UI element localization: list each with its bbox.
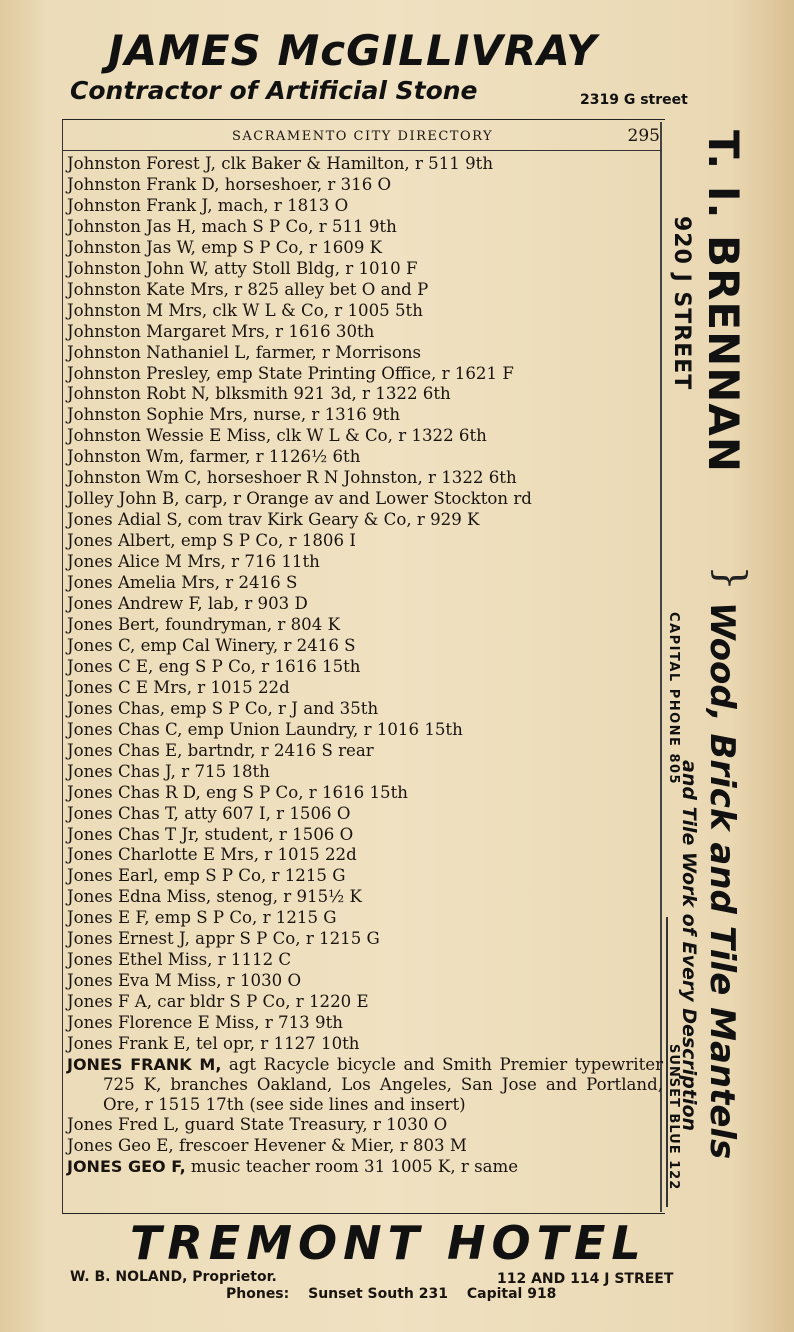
directory-entry (67, 845, 662, 866)
entry-name: Johnston M Mrs, (67, 300, 208, 320)
entry-detail: r 1030 O (221, 971, 302, 991)
directory-entry (67, 699, 662, 720)
advertiser-tagline: Contractor of Artificial Stone (70, 76, 478, 105)
side-ad-capital-phone: CAPITAL PHONE 805 (666, 612, 681, 786)
directory-entry (67, 971, 662, 992)
entry-name: Jones Fred L, (67, 1114, 180, 1134)
header-divider (62, 150, 662, 151)
entry-name: Jones Edna Miss, (67, 887, 212, 907)
entry-name: Jones Albert, (67, 531, 176, 551)
entry-name: Jones Amelia Mrs, (67, 573, 220, 593)
entry-detail: blksmith 921 3d, r 1322 6th (209, 384, 451, 404)
directory-entry (67, 1034, 662, 1055)
entry-detail: carp, r Orange av and Lower Stockton rd (179, 489, 532, 509)
entry-detail: mach, r 1813 O (212, 195, 349, 215)
entry-detail: appr S P Co, r 1215 G (189, 929, 380, 949)
entry-detail: farmer, r 1126½ 6th (184, 447, 361, 467)
directory-entry (67, 573, 662, 594)
entry-name: Jones C E Mrs, (67, 677, 193, 697)
directory-entry (67, 741, 662, 762)
directory-entry (67, 447, 662, 468)
directory-entry (67, 364, 662, 385)
directory-entry (67, 552, 662, 573)
entry-detail: r 2416 S (219, 573, 298, 593)
directory-entry (67, 657, 662, 678)
entry-detail: eng S P Co, r 1616 15th (200, 782, 408, 802)
entry-name: Johnston Sophie Mrs, (67, 405, 248, 425)
entry-detail: r 1015 22d (192, 677, 290, 697)
entry-detail: music teacher room 31 1005 K, r same (185, 1156, 519, 1176)
side-ad-line2: and Tile Work of Every Description (678, 760, 700, 1132)
directory-entry (67, 678, 662, 699)
entry-detail: atty 607 I, r 1506 O (178, 803, 351, 823)
directory-entry (67, 280, 662, 301)
entry-name: Jones Adial S, (67, 510, 183, 530)
entry-name: Jones Earl, (67, 866, 159, 886)
entry-name: Johnston John W, (67, 258, 209, 278)
directory-entry (67, 154, 662, 175)
entry-detail: tel opr, r 1127 10th (190, 1034, 360, 1054)
entry-detail: bartndr, r 2416 S rear (182, 740, 374, 760)
entry-name: Jones Florence E Miss, (67, 1013, 260, 1033)
entry-detail: r 716 11th (225, 552, 320, 572)
entry-name: Jones Ethel Miss, (67, 950, 213, 970)
entry-name: Jones Ernest J, (67, 929, 190, 949)
hotel-address: 112 AND 114 J STREET (497, 1271, 674, 1287)
entry-name: Jones C E, (67, 656, 154, 676)
directory-entry (67, 1136, 662, 1157)
directory-entry (67, 238, 662, 259)
directory-entry (67, 468, 662, 489)
directory-entry (67, 343, 662, 364)
directory-entry (67, 783, 662, 804)
entry-detail: r 713 9th (259, 1013, 343, 1033)
entry-detail: clk W L & Co, r 1322 6th (271, 426, 487, 446)
entry-detail: frescoer Hevener & Mier, r 803 M (173, 1135, 467, 1155)
entry-name: Jones Chas J, (67, 761, 176, 781)
entry-detail: com trav Kirk Geary & Co, r 929 K (182, 510, 480, 530)
entry-name: Johnston Nathaniel L, (67, 342, 251, 362)
running-header (232, 126, 660, 147)
directory-entry (67, 301, 662, 322)
entry-detail: nurse, r 1316 9th (247, 405, 401, 425)
directory-entry (67, 887, 662, 908)
entry-name: Johnston Frank D, (67, 174, 220, 194)
entry-detail: emp S P Co, r J and 35th (165, 698, 379, 718)
side-ad-street: 920 J STREET (669, 216, 694, 391)
entry-detail: emp S P Co, r 1609 K (195, 237, 383, 257)
hotel-name: TREMONT HOTEL (130, 1216, 647, 1270)
entry-detail: mach S P Co, r 511 9th (196, 216, 397, 236)
entry-detail: r 715 18th (175, 761, 270, 781)
bottom-advertisement (0, 1214, 794, 1332)
hotel-phone-sunset: Sunset South 231 (308, 1286, 448, 1302)
directory-entry (67, 1013, 662, 1034)
entry-detail: horseshoer R N Johnston, r 1322 6th (201, 468, 517, 488)
entry-detail: r 825 alley bet O and P (228, 279, 429, 299)
entry-detail: guard State Treasury, r 1030 O (179, 1114, 448, 1134)
entry-detail: clk Baker & Hamilton, r 511 9th (215, 154, 494, 173)
hotel-proprietor: W. B. NOLAND, Proprietor. (70, 1269, 277, 1285)
entry-name: JONES FRANK M, (67, 1054, 222, 1074)
phones-label: Phones: (226, 1286, 290, 1302)
entry-name: Jones Andrew F, (67, 594, 203, 614)
directory-entry (67, 426, 662, 447)
entry-name: Johnston Frank J, (67, 195, 213, 215)
entry-name: Jones Frank E, (67, 1034, 191, 1054)
entry-detail: atty Stoll Bldg, r 1010 F (208, 258, 418, 278)
brace-glyph: } (707, 565, 754, 591)
entry-name: Jones Chas, (67, 698, 166, 718)
entry-name: Jones Chas T, (67, 803, 179, 823)
entry-name: Johnston Wessie E Miss, (67, 426, 272, 446)
directory-entry (67, 405, 662, 426)
directory-entry (67, 510, 662, 531)
directory-entry (67, 908, 662, 929)
directory-entry (67, 615, 662, 636)
entry-name: Johnston Presley, (67, 363, 212, 383)
entry-name: Johnston Wm C, (67, 468, 202, 488)
directory-listing (67, 154, 662, 1178)
directory-entry (67, 531, 662, 552)
entry-detail: lab, r 903 D (202, 594, 308, 614)
entry-name: Jones Chas R D, (67, 782, 201, 802)
directory-entry (67, 720, 662, 741)
directory-entry (67, 489, 662, 510)
entry-detail: foundryman, r 804 K (159, 614, 340, 634)
advertiser-name: JAMES McGILLIVRAY (108, 26, 598, 75)
side-ad-company: T. I. BRENNAN (699, 130, 748, 474)
directory-entry (67, 196, 662, 217)
entry-name: Jones Charlotte E Mrs, (67, 845, 259, 865)
entry-detail: student, r 1506 O (199, 824, 354, 844)
hotel-phone-capital: Capital 918 (466, 1286, 557, 1302)
entry-name: Johnston Jas W, (67, 237, 196, 257)
directory-entry (67, 1157, 662, 1178)
entry-name: Johnston Kate Mrs, (67, 279, 229, 299)
entry-name: Jolley John B, (67, 489, 180, 509)
side-ad-line1: Wood, Brick and Tile Mantels (702, 602, 742, 1160)
page-number: 295 (627, 126, 660, 146)
directory-entry (67, 175, 662, 196)
entry-name: Jones C, (67, 635, 136, 655)
entry-detail: eng S P Co, r 1616 15th (153, 656, 361, 676)
entry-detail: emp S P Co, r 1806 I (175, 531, 356, 551)
directory-entry (67, 636, 662, 657)
entry-name: Jones Geo E, (67, 1135, 174, 1155)
entry-name: Jones Chas C, (67, 719, 183, 739)
directory-entry (67, 866, 662, 887)
entry-detail: emp S P Co, r 1215 G (158, 866, 346, 886)
entry-detail: agt Racycle bicycle and Smith Premier typewriter 725 K, branches Oakland, Los Angeles, San Jose and Portland, Ore, r 1515 17th (see side lines and insert) (103, 1054, 663, 1114)
directory-entry (67, 825, 662, 846)
entry-detail: emp Cal Winery, r 2416 S (135, 635, 356, 655)
entry-name: JONES GEO F, (67, 1156, 186, 1176)
directory-entry (67, 1055, 663, 1115)
entry-name: Jones Bert, (67, 614, 160, 634)
directory-entry (67, 1115, 662, 1136)
entry-detail: car bldr S P Co, r 1220 E (152, 992, 369, 1012)
directory-entry (67, 804, 662, 825)
entry-detail: emp Union Laundry, r 1016 15th (182, 719, 463, 739)
entry-name: Jones F A, (67, 992, 152, 1012)
entry-name: Jones E F, (67, 908, 150, 928)
hotel-phones (226, 1286, 570, 1302)
entry-name: Jones Alice M Mrs, (67, 552, 226, 572)
directory-entry (67, 950, 662, 971)
advertiser-address: 2319 G street (580, 92, 688, 108)
directory-entry (67, 259, 662, 280)
directory-entry (67, 384, 662, 405)
entry-detail: stenog, r 915½ K (211, 887, 362, 907)
entry-detail: emp State Printing Office, r 1621 F (211, 363, 514, 383)
entry-name: Jones Eva M Miss, (67, 971, 222, 991)
directory-title: SACRAMENTO CITY DIRECTORY (232, 129, 494, 144)
directory-entry (67, 322, 662, 343)
entry-detail: r 1112 C (212, 950, 292, 970)
entry-name: Johnston Wm, (67, 447, 185, 467)
directory-entry (67, 992, 662, 1013)
entry-detail: emp S P Co, r 1215 G (149, 908, 337, 928)
entry-detail: r 1015 22d (258, 845, 357, 865)
entry-detail: clk W L & Co, r 1005 5th (207, 300, 423, 320)
directory-entry (67, 217, 662, 238)
entry-detail: horseshoer, r 316 O (219, 174, 392, 194)
entry-name: Johnston Robt N, (67, 384, 210, 404)
entry-name: Johnston Forest J, (67, 154, 216, 173)
directory-entry (67, 594, 662, 615)
side-ad-sunset-phone: SUNSET BLUE 122 (666, 1044, 681, 1191)
entry-name: Johnston Margaret Mrs, (67, 321, 270, 341)
directory-entry (67, 762, 662, 783)
entry-detail: farmer, r Morrisons (250, 342, 422, 362)
entry-detail: r 1616 30th (269, 321, 375, 341)
entry-name: Jones Chas E, (67, 740, 183, 760)
directory-entry (67, 929, 662, 950)
entry-name: Jones Chas T Jr, (67, 824, 200, 844)
entry-name: Johnston Jas H, (67, 216, 197, 236)
